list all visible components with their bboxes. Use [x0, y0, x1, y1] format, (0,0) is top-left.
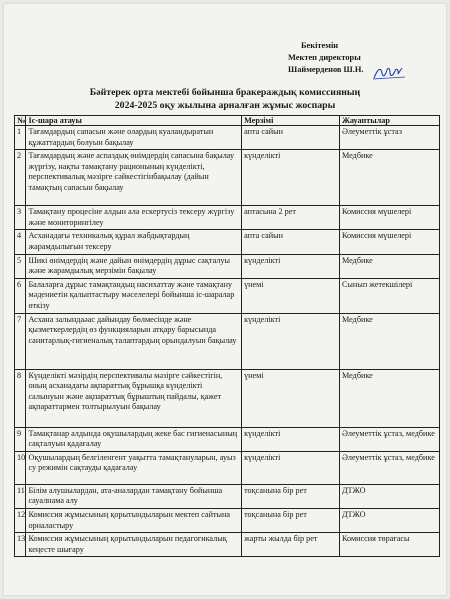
row-task: Тамақтанар алдында оқушылардың жеке бас гигиенасының сақталуын қадағалау — [26, 427, 242, 451]
header-number: № — [15, 116, 26, 126]
table-row — [15, 451, 440, 484]
row-term: күнделікті — [242, 451, 340, 484]
row-task: Оқушылардың белгіленгент уақытта тамақтануларын, ауыз су режимін сақтауды қадағалау — [26, 451, 242, 484]
row-number: 1 — [15, 126, 26, 150]
work-plan-table — [14, 115, 440, 557]
row-term: үнемі — [242, 369, 340, 427]
row-term: күнделікті — [242, 313, 340, 369]
row-task: Асхана залындаәас дайындау бөлмесінде және қызметкерлердің өз функцияларын атқару барысында санитарлық-гигиеналық талаптардың орындалуын бақылау — [26, 313, 242, 369]
row-number: 12 — [15, 508, 26, 532]
table-row — [15, 206, 440, 230]
signature-icon — [372, 64, 406, 82]
row-task: Білім алушылардан, ата-аналардан тамақтану бойынша сауалнама алу — [26, 484, 242, 508]
row-responsible: ДТЖО — [339, 484, 439, 508]
row-number: 8 — [15, 369, 26, 427]
table-row — [15, 484, 440, 508]
row-term: тоқсанына бір рет — [242, 508, 340, 532]
row-responsible: ДТЖО — [339, 508, 439, 532]
row-responsible: Медбике — [339, 313, 439, 369]
table-row — [15, 230, 440, 254]
row-task: Балаларға дұрыс тамақтандыц насихаттау және тамақтану мәдениетін қалыптастыру мәселелері бойынша іс-шаралар өткізу — [26, 278, 242, 313]
row-responsible: Медбике — [339, 150, 439, 206]
row-responsible: Әлеуметтік ұстаз — [339, 126, 439, 150]
row-task: Шикі өнімдердің және дайын өнімдердің дұрыс сақталуы және жарамдылық мерзімін бақылау — [26, 254, 242, 278]
table-row — [15, 278, 440, 313]
table-row — [15, 427, 440, 451]
row-number: 2 — [15, 150, 26, 206]
row-task: Асханадағы техникалық құрал жабдықтардың жарамдылығын тексеру — [26, 230, 242, 254]
row-responsible: Әлеуметтік ұстаз, медбике — [339, 427, 439, 451]
row-task: Тамақтану процесіне алдын ала ескертусіз тексеру жүргізу және мониторингілеу — [26, 206, 242, 230]
row-task: Комиссия жұмысының қорытындыларын мектеп сайтына орналастыру — [26, 508, 242, 532]
table-row — [15, 150, 440, 206]
row-task: Тағамдардың және аспаздық өнімдердің сапасына бақылау жүргізу, нақты тамақтану рационының күнделікті, перспективалық мәзірге сәйкестігінбақылау (дайын тамақтың сапасын бақылау — [26, 150, 242, 206]
row-term: апта сайын — [242, 126, 340, 150]
row-task: Комиссия жұмысының қорытындыларын педагогикалық кеңесте шығару — [26, 533, 242, 557]
approval-line-approve: Бекітемін — [301, 41, 339, 50]
table-header-row — [15, 116, 440, 126]
row-responsible: Комиссия мүшелері — [339, 230, 439, 254]
row-term: апта сайын — [242, 230, 340, 254]
approval-line-position: Мектеп директоры — [288, 53, 361, 62]
row-number: 3 — [15, 206, 26, 230]
header-task: Іс-шара атауы — [26, 116, 242, 126]
row-task: Күнделікті мәзірдің перспективалы мәзірге сәйкестігін, оның асханадағы ақпараттық бұрышқа күнделікті салынуын және ақпараттық бұрыштың пайдалы, қажет ақпараттармен толтырылуын бақылау — [26, 369, 242, 427]
row-number: 11 — [15, 484, 26, 508]
table-row — [15, 126, 440, 150]
row-responsible: Медбике — [339, 254, 439, 278]
row-term: күнделікті — [242, 150, 340, 206]
title-line-2: 2024-2025 оқу жылына арналған жұмыс жоспары — [114, 99, 336, 111]
row-term: үнемі — [242, 278, 340, 313]
table-row — [15, 313, 440, 369]
row-number: 6 — [15, 278, 26, 313]
row-term: аптасына 2 рет — [242, 206, 340, 230]
row-number: 5 — [15, 254, 26, 278]
row-number: 13 — [15, 533, 26, 557]
row-number: 4 — [15, 230, 26, 254]
row-number: 7 — [15, 313, 26, 369]
row-task: Тағамдардың сапасын және олардың куаландыратын құжаттардың болуын бақылау — [26, 126, 242, 150]
document-title — [0, 87, 450, 112]
row-responsible: Комиссия төрағасы — [339, 533, 439, 557]
row-number: 10 — [15, 451, 26, 484]
row-number: 9 — [15, 427, 26, 451]
row-term: жарты жылда бір рет — [242, 533, 340, 557]
approval-block — [288, 40, 448, 76]
row-responsible: Комиссия мүшелері — [339, 206, 439, 230]
row-term: күнделікті — [242, 427, 340, 451]
title-line-1: Бәйтерек орта мектебі бойынша бракераждық комиссияның — [89, 87, 361, 98]
row-term: тоқсанына бір рет — [242, 484, 340, 508]
table-row — [15, 369, 440, 427]
row-responsible: Медбике — [339, 369, 439, 427]
table-row — [15, 533, 440, 557]
table-row — [15, 254, 440, 278]
header-term: Мерзімі — [242, 116, 340, 126]
table-row — [15, 508, 440, 532]
row-responsible: Сынып жетекшілері — [339, 278, 439, 313]
row-responsible: Әлеуметтік ұстаз, медбике — [339, 451, 439, 484]
row-term: күнделікті — [242, 254, 340, 278]
approval-line-name: Шаймерденов Ш.Н. — [288, 65, 364, 74]
header-responsible: Жауаптылар — [339, 116, 439, 126]
